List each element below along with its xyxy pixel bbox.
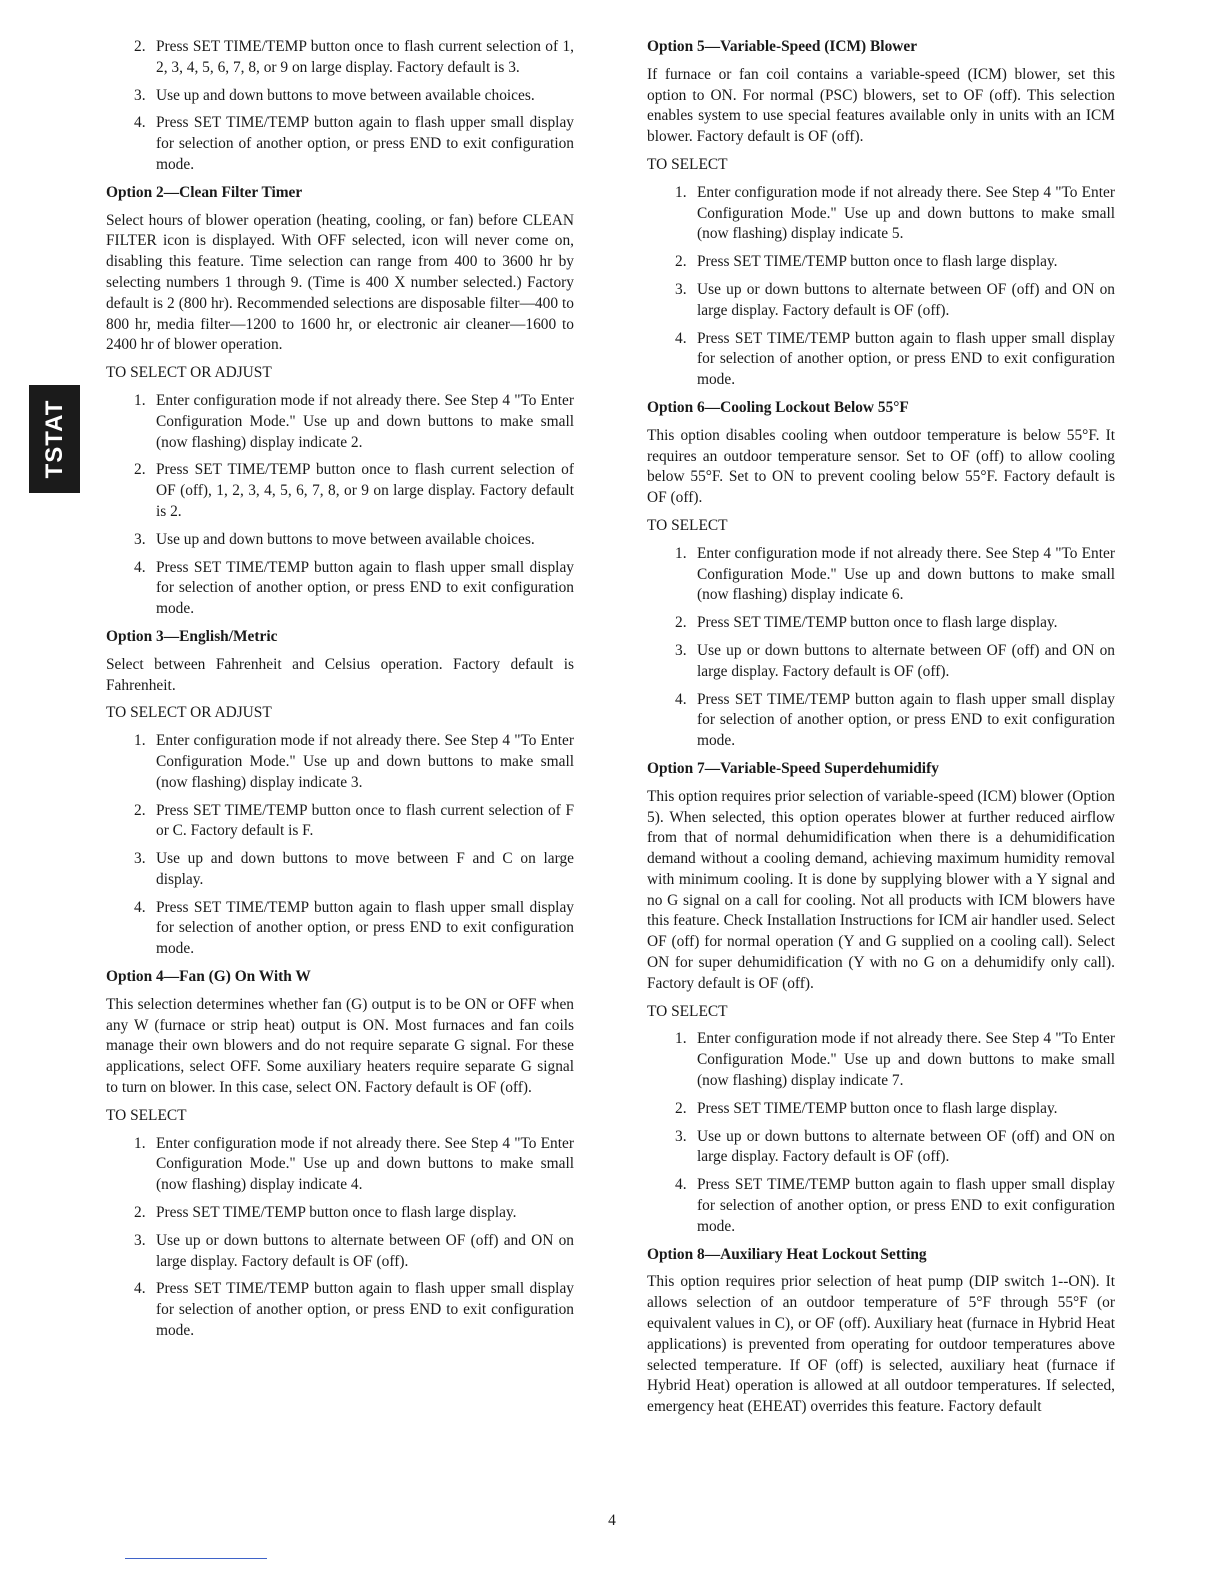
- step-text: Use up or down buttons to alternate between OF (off) and ON on large display. Factory default is OF (off).: [697, 641, 1115, 680]
- select-label: TO SELECT OR ADJUST: [106, 364, 272, 382]
- step-number: 2.: [134, 38, 146, 55]
- list-item: [647, 641, 1115, 683]
- section-option-2: [106, 183, 574, 620]
- step-text: Enter configuration mode if not already there. See Step 4 "To Enter Configuration Mode." Use up and down buttons to make small (now flashing) display indicate 5.: [697, 183, 1115, 243]
- select-label: TO SELECT: [647, 1002, 728, 1020]
- continued-steps: [106, 37, 574, 176]
- list-item: [106, 558, 574, 620]
- side-tab: [29, 385, 80, 493]
- step-number: 2.: [134, 801, 146, 819]
- step-number: 2.: [134, 461, 146, 479]
- steps-list: [647, 1029, 1115, 1237]
- step-text: Use up and down buttons to move between F and C on large display.: [156, 850, 574, 888]
- list-item: [647, 252, 1115, 273]
- steps-list: [647, 544, 1115, 752]
- step-number: 4.: [134, 1280, 146, 1298]
- select-label: TO SELECT: [647, 155, 728, 173]
- list-item: [106, 898, 574, 960]
- step-text: Use up or down buttons to alternate between OF (off) and ON on large display. Factory default is OF (off).: [697, 1127, 1115, 1166]
- step-number: 1.: [675, 183, 687, 201]
- step-text: Press SET TIME/TEMP button once to flash large display.: [697, 614, 1058, 632]
- step-text: Enter configuration mode if not already there. See Step 4 "To Enter Configuration Mode." Use up and down buttons to make small (now flashing) display indicate 7.: [697, 1030, 1115, 1090]
- side-tab-label: TSTAT: [40, 399, 68, 479]
- list-item: [106, 37, 574, 79]
- steps-list: [106, 1134, 574, 1342]
- list-item: [106, 1203, 574, 1224]
- steps-list: [106, 391, 574, 620]
- section-body: This option requires prior selection of heat pump (DIP switch 1--ON). It allows selection of an outdoor temperature of 5°F through 55°F (or equivalent values in C), or OF (off). Auxiliary heat (furnace in Hybrid Heat applications) is prevented from operating for outdoor temperatures above selected temperature. If OF (off) is selected, auxiliary heat (furnace if Hybrid Heat) operation is allowed at all outdoor temperatures. If selected, emergency heat (EHEAT) overrides this feature. Factory default: [647, 1273, 1115, 1416]
- step-number: 2.: [675, 614, 687, 632]
- step-number: 4.: [134, 558, 146, 576]
- section-body: Select hours of blower operation (heating, cooling, or fan) before CLEAN FILTER icon is displayed. With OFF selected, icon will never come on, disabling this feature. Time selection can range from 400 to 3600 hr by selecting numbers 1 through 9. (Time is 400 X number selected.) Factory default is 2 (800 hr). Recommended selections are disposable filter—400 to 800 hr, media filter—1200 to 1600 hr, or electronic air cleaner—1600 to 2400 hr of blower operation.: [106, 211, 574, 354]
- list-item: [647, 280, 1115, 322]
- page-number: 4: [608, 1512, 616, 1529]
- list-item: [106, 391, 574, 453]
- list-item: [106, 1134, 574, 1196]
- step-number: 4.: [675, 690, 687, 708]
- step-number: 3.: [675, 1127, 687, 1145]
- step-number: 4.: [675, 1176, 687, 1194]
- step-text: Use up or down buttons to alternate between OF (off) and ON on large display. Factory default is OF (off).: [697, 280, 1115, 319]
- list-item: [106, 1231, 574, 1273]
- steps-list: [106, 731, 574, 960]
- step-number: 3.: [675, 641, 687, 659]
- list-item: [647, 329, 1115, 391]
- section-body: This selection determines whether fan (G) output is to be ON or OFF when any W (furnace or strip heat) output is ON. Most furnaces and fan coils manage their own blowers and do not require separate G signal. For these applications, select OFF. Some auxiliary heaters require separate G signal to turn on blower. In this case, select ON. Factory default is OF (off).: [106, 995, 574, 1097]
- step-text: Enter configuration mode if not already there. See Step 4 "To Enter Configuration Mode." Use up and down buttons to make small (now flashing) display indicate 3.: [156, 732, 574, 791]
- step-number: 1.: [134, 1134, 146, 1152]
- list-item: [106, 460, 574, 522]
- list-item: [106, 86, 574, 107]
- step-text: Press SET TIME/TEMP button again to flash upper small display for selection of another option, or press END to exit configuration mode.: [156, 898, 574, 958]
- step-number: 2.: [675, 253, 687, 271]
- step-text: Press SET TIME/TEMP button once to flash current selection of 1, 2, 3, 4, 5, 6, 7, 8, or 9 on large display. Factory default is 3.: [156, 38, 574, 76]
- step-number: 3.: [134, 530, 146, 548]
- step-text: Press SET TIME/TEMP button once to flash large display.: [697, 253, 1058, 271]
- select-label: TO SELECT: [647, 516, 728, 534]
- list-item: [106, 1279, 574, 1341]
- select-label: TO SELECT OR ADJUST: [106, 704, 272, 722]
- step-number: 3.: [134, 86, 146, 104]
- list-item: [106, 849, 574, 891]
- section-option-4: [106, 967, 574, 1342]
- step-number: 3.: [134, 1231, 146, 1249]
- step-text: Press SET TIME/TEMP button again to flash upper small display for selection of another option, or press END to exit configuration mode.: [697, 690, 1115, 750]
- step-number: 1.: [134, 391, 146, 409]
- step-text: Press SET TIME/TEMP button again to flash upper small display for selection of another option, or press END to exit configuration mode.: [156, 1280, 574, 1340]
- list-item: [647, 690, 1115, 752]
- step-number: 3.: [134, 850, 146, 868]
- step-number: 2.: [134, 1204, 146, 1222]
- step-text: Press SET TIME/TEMP button once to flash current selection of OF (off), 1, 2, 3, 4, 5, 6, 7, 8, or 9 on large display. Factory default is 2.: [156, 461, 574, 520]
- section-option-8: [647, 1245, 1115, 1418]
- list-item: [647, 183, 1115, 245]
- section-heading: Option 8—Auxiliary Heat Lockout Setting: [647, 1245, 927, 1263]
- step-text: Enter configuration mode if not already there. See Step 4 "To Enter Configuration Mode." Use up and down buttons to make small (now flashing) display indicate 2.: [156, 391, 574, 451]
- list-item: [647, 1175, 1115, 1237]
- list-item: [106, 731, 574, 793]
- step-text: Press SET TIME/TEMP button once to flash large display.: [156, 1204, 517, 1222]
- list-item: [106, 530, 574, 551]
- step-text: Enter configuration mode if not already there. See Step 4 "To Enter Configuration Mode." Use up and down buttons to make small (now flashing) display indicate 4.: [156, 1134, 574, 1194]
- list-item: [647, 1099, 1115, 1120]
- right-column: [647, 37, 1115, 1425]
- step-number: 4.: [134, 898, 146, 916]
- step-text: Press SET TIME/TEMP button again to flash upper small display for selection of another option, or press END to exit configuration mode.: [697, 1176, 1115, 1235]
- step-number: 1.: [675, 544, 687, 562]
- step-text: Press SET TIME/TEMP button once to flash current selection of F or C. Factory default is F.: [156, 801, 574, 840]
- step-number: 1.: [675, 1030, 687, 1048]
- section-body: This option requires prior selection of variable-speed (ICM) blower (Option 5). When selected, this option operates blower at further reduced airflow from that of normal dehumidification when there is a dehumidification demand without a cooling demand, achieving maximum humidity removal with minimum cooling. It is done by supplying blower with a Y signal and no G signal on a call for cooling. Not all products with ICM blowers have this feature. Check Installation Instructions for ICM air handler used. Select OF (off) for normal operation (Y and G supplied on a cooling call). Select ON for super dehumidification (Y with no G on a dehumidify only call). Factory default is OF (off).: [647, 787, 1116, 992]
- step-number: 4.: [134, 114, 146, 132]
- list-item: [106, 113, 574, 175]
- section-heading: Option 3—English/Metric: [106, 627, 278, 645]
- step-text: Use up and down buttons to move between available choices.: [156, 530, 535, 548]
- section-option-5: [647, 37, 1115, 391]
- select-label: TO SELECT: [106, 1106, 187, 1124]
- step-text: Use up or down buttons to alternate between OF (off) and ON on large display. Factory default is OF (off).: [156, 1231, 574, 1270]
- steps-list: [647, 183, 1115, 391]
- step-text: Press SET TIME/TEMP button again to flash upper small display for selection of another option, or press END to exit configuration mode.: [156, 558, 574, 618]
- step-text: Press SET TIME/TEMP button again to flash upper small display for selection of another option, or press END to exit configuration mode.: [697, 329, 1115, 389]
- section-body: If furnace or fan coil contains a variable-speed (ICM) blower, set this option to ON. For normal (PSC) blowers, set to OF (off). This selection enables system to use special features available only in units with an ICM blower. Factory default is OF (off).: [647, 65, 1115, 146]
- step-text: Use up and down buttons to move between available choices.: [156, 86, 535, 104]
- step-number: 3.: [675, 280, 687, 298]
- step-number: 2.: [675, 1099, 687, 1117]
- step-text: Press SET TIME/TEMP button again to flash upper small display for selection of another option, or press END to exit configuration mode.: [156, 114, 574, 173]
- step-text: Enter configuration mode if not already there. See Step 4 "To Enter Configuration Mode." Use up and down buttons to make small (now flashing) display indicate 6.: [697, 544, 1115, 604]
- list-item: [647, 1127, 1115, 1169]
- section-option-3: [106, 627, 574, 960]
- section-body: Select between Fahrenheit and Celsius operation. Factory default is Fahrenheit.: [106, 655, 574, 694]
- section-body: This option disables cooling when outdoor temperature is below 55°F. It requires an outdoor temperature sensor. Set to OF (off) to allow cooling below 55°F. Set to ON to prevent cooling below 55°F. Factory default is OF (off).: [647, 426, 1115, 507]
- section-heading: Option 5—Variable-Speed (ICM) Blower: [647, 38, 918, 55]
- section-heading: Option 2—Clean Filter Timer: [106, 183, 303, 201]
- list-item: [106, 801, 574, 843]
- section-heading: Option 7—Variable-Speed Superdehumidify: [647, 759, 939, 777]
- section-heading: Option 4—Fan (G) On With W: [106, 968, 311, 986]
- list-item: [647, 1029, 1115, 1091]
- section-option-6: [647, 398, 1115, 752]
- section-heading: Option 6—Cooling Lockout Below 55°F: [647, 398, 909, 416]
- step-text: Press SET TIME/TEMP button once to flash large display.: [697, 1099, 1058, 1117]
- footer-rule: [125, 1558, 267, 1559]
- list-item: [647, 613, 1115, 634]
- step-number: 1.: [134, 732, 146, 750]
- section-option-7: [647, 759, 1115, 1238]
- step-number: 4.: [675, 329, 687, 347]
- left-column: [106, 37, 574, 1349]
- list-item: [647, 544, 1115, 606]
